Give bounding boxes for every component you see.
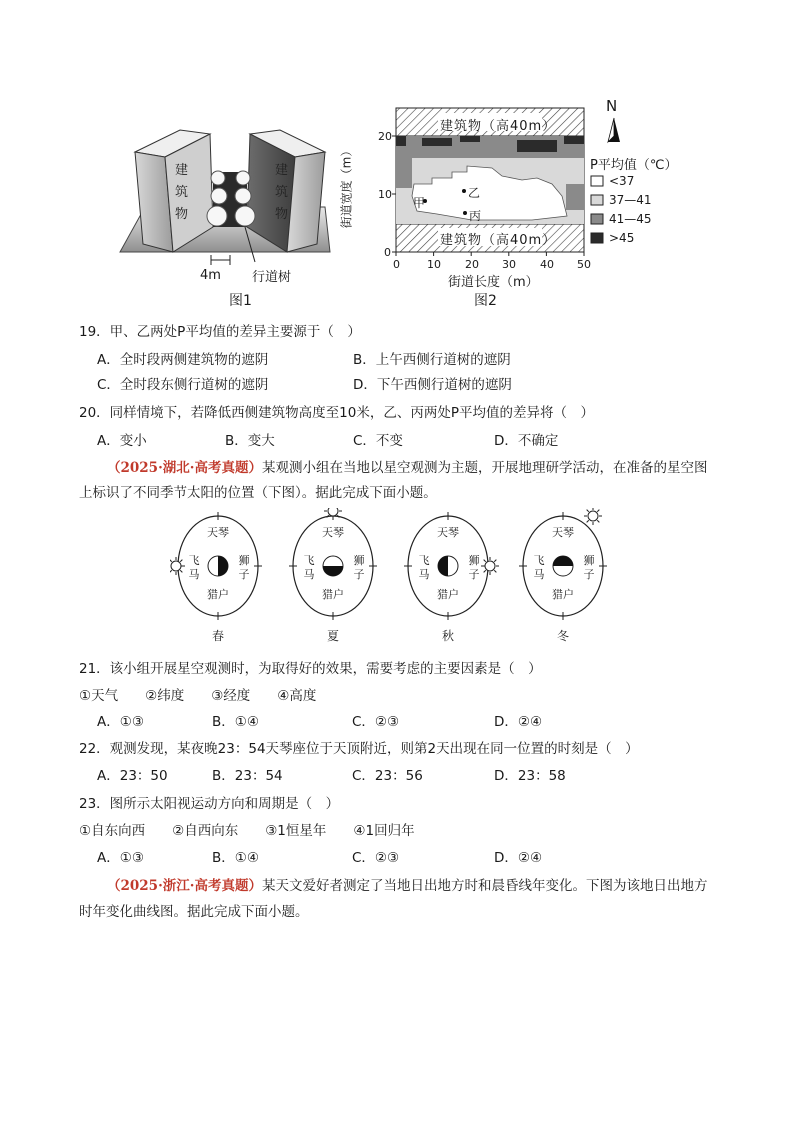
q19-option-a[interactable]: A．全时段两侧建筑物的遮阴 [97,352,269,368]
label-pegasus-1-3: 飞 [418,554,430,567]
label-leo-1-3: 狮 [468,554,480,567]
label-lyra-3: 天琴 [437,526,459,539]
q21-option-c[interactable]: C．②③ [352,714,400,730]
x-tick-10: 10 [427,258,441,271]
q22-option-d[interactable]: D．23：58 [494,768,566,784]
q21-stem: 21．该小组开展星空观测时，为取得好的效果，需要考虑的主要因素是（ ） [79,661,542,677]
svg-text:物: 物 [175,207,189,222]
q20-option-d[interactable]: D．不确定 [494,433,559,449]
intro-2-line-1: （2025·浙江·高考真题）某天文爱好者测定了当地日出地方时和晨昏线年变化。下图为该地日出地方 [107,878,708,894]
q23-factors: ①自东向西 ②自西向东 ③1恒星年 ④1回归年 [79,823,415,839]
svg-text:筑: 筑 [175,185,189,200]
q21-option-d[interactable]: D．②④ [494,714,543,730]
q23-option-d[interactable]: D．②④ [494,850,543,866]
legend-label-1: <37 [609,174,635,188]
intro-1-line-2: 上标识了不同季节太阳的位置（下图）。据此完成下面小题。 [79,485,437,501]
sun-icon-4 [588,511,598,521]
label-orion-2: 猎户 [322,588,344,601]
label-pegasus-1-1: 飞 [188,554,200,567]
label-leo-1-2: 狮 [353,554,365,567]
season-label-1: 春 [211,629,225,643]
q22-option-c[interactable]: C．23：56 [352,768,423,784]
earth-night-side-2 [323,566,343,576]
season-label-4: 冬 [556,629,570,643]
label-lyra-2: 天琴 [322,526,344,539]
y-tick-20: 20 [378,130,392,143]
label-leo-1-4: 狮 [583,554,595,567]
label-yi: 乙 [468,186,481,200]
label-pegasus-1-4: 飞 [533,554,545,567]
label-orion-1: 猎户 [207,588,229,601]
q23-option-b[interactable]: B．①④ [212,850,259,866]
svg-text:筑: 筑 [275,185,289,200]
q21-option-b[interactable]: B．①④ [212,714,259,730]
q23-option-c[interactable]: C．②③ [352,850,400,866]
legend-label-3: 41—45 [609,212,652,226]
q20-stem: 20．同样情境下，若降低西侧建筑物高度至10米，乙、丙两处P平均值的差异将（ ） [79,405,594,421]
legend-box-2 [591,195,603,205]
legend-label-2: 37—41 [609,193,652,207]
left-building-label-1: 建 [175,163,189,178]
q20-option-a[interactable]: A．变小 [97,433,147,449]
label-leo-1-1: 狮 [238,554,250,567]
label-lyra-1: 天琴 [207,526,229,539]
x-tick-50: 50 [577,258,591,271]
earth-night-side-4 [553,556,573,566]
y-tick-10: 10 [378,188,392,201]
figure-2-caption: 图2 [474,293,497,309]
figure-1 [115,112,355,312]
q19-option-b[interactable]: B．上午西侧行道树的遮阴 [353,352,511,368]
label-leo-2-3: 子 [468,568,480,581]
q20-option-c[interactable]: C．不变 [353,433,403,449]
x-tick-30: 30 [502,258,516,271]
intro-2-line-2: 时年变化曲线图。据此完成下面小题。 [79,904,309,920]
q21-option-a[interactable]: A．①③ [97,714,144,730]
q22-option-b[interactable]: B．23：54 [212,768,283,784]
season-label-3: 秋 [441,629,455,643]
star-maps-svg [170,508,610,643]
intro-1-source: （2025·湖北·高考真题） [107,460,262,476]
right-building-label-1: 建 [275,163,289,178]
label-pegasus-1-2: 飞 [303,554,315,567]
label-leo-2-2: 子 [353,568,365,581]
y-tick-0: 0 [384,246,391,259]
label-orion-4: 猎户 [552,588,574,601]
width-label: 4m [200,268,221,283]
x-axis-label: 街道长度（m） [448,275,539,290]
label-pegasus-2-4: 马 [533,568,545,581]
q19-option-d[interactable]: D．下午西侧行道树的遮阴 [353,377,512,393]
y-axis-label: 街道宽度（m） [339,144,354,229]
svg-text:物: 物 [275,207,289,222]
q19-stem: 19．甲、乙两处P平均值的差异主要源于（ ） [79,324,361,340]
sun-icon-3 [485,561,495,571]
point-bing [463,211,467,215]
x-tick-0: 0 [393,258,400,271]
label-pegasus-2-3: 马 [418,568,430,581]
label-orion-3: 猎户 [437,588,459,601]
q23-option-a[interactable]: A．①③ [97,850,144,866]
figure-1-caption: 图1 [229,293,252,309]
star-maps [170,508,610,643]
legend-label-4: >45 [609,231,635,245]
label-lyra-4: 天琴 [552,526,574,539]
label-pegasus-2-2: 马 [303,568,315,581]
label-bing: 丙 [469,209,482,223]
point-yi [462,189,466,193]
x-tick-20: 20 [465,258,479,271]
north-label: N [606,97,618,115]
label-jia: 甲 [413,196,426,210]
q20-option-b[interactable]: B．变大 [225,433,275,449]
q22-stem: 22．观测发现，某夜晚23：54天琴座位于天顶附近，则第2天出现在同一位置的时刻是（ ） [79,741,639,757]
earth-night-side-1 [218,556,228,576]
intro-2-source: （2025·浙江·高考真题） [107,878,262,894]
top-building-label: 建筑物（高40m） [440,119,557,134]
sun-icon-1 [171,561,181,571]
tree-label: 行道树 [252,270,292,285]
sun-icon-2 [328,508,338,516]
label-leo-2-4: 子 [583,568,595,581]
label-pegasus-2-1: 马 [188,568,200,581]
earth-night-side-3 [438,556,448,576]
q22-option-a[interactable]: A．23：50 [97,768,168,784]
x-tick-40: 40 [540,258,554,271]
legend-box-3 [591,214,603,224]
bottom-building-label: 建筑物（高40m） [440,233,557,248]
legend-box-4 [591,233,603,243]
q23-stem: 23．图所示太阳视运动方向和周期是（ ） [79,796,340,812]
q19-option-c[interactable]: C．全时段东侧行道树的遮阴 [97,377,269,393]
label-leo-2-1: 子 [238,568,250,581]
intro-1-line-1: （2025·湖北·高考真题）某观测小组在当地以星空观测为主题，开展地理研学活动，在准备的星空图 [107,460,708,476]
season-label-2: 夏 [326,629,340,643]
legend-box-1 [591,176,603,186]
legend-title: P平均值（℃） [590,158,678,173]
q21-factors: ①天气 ②纬度 ③经度 ④高度 [79,688,317,704]
